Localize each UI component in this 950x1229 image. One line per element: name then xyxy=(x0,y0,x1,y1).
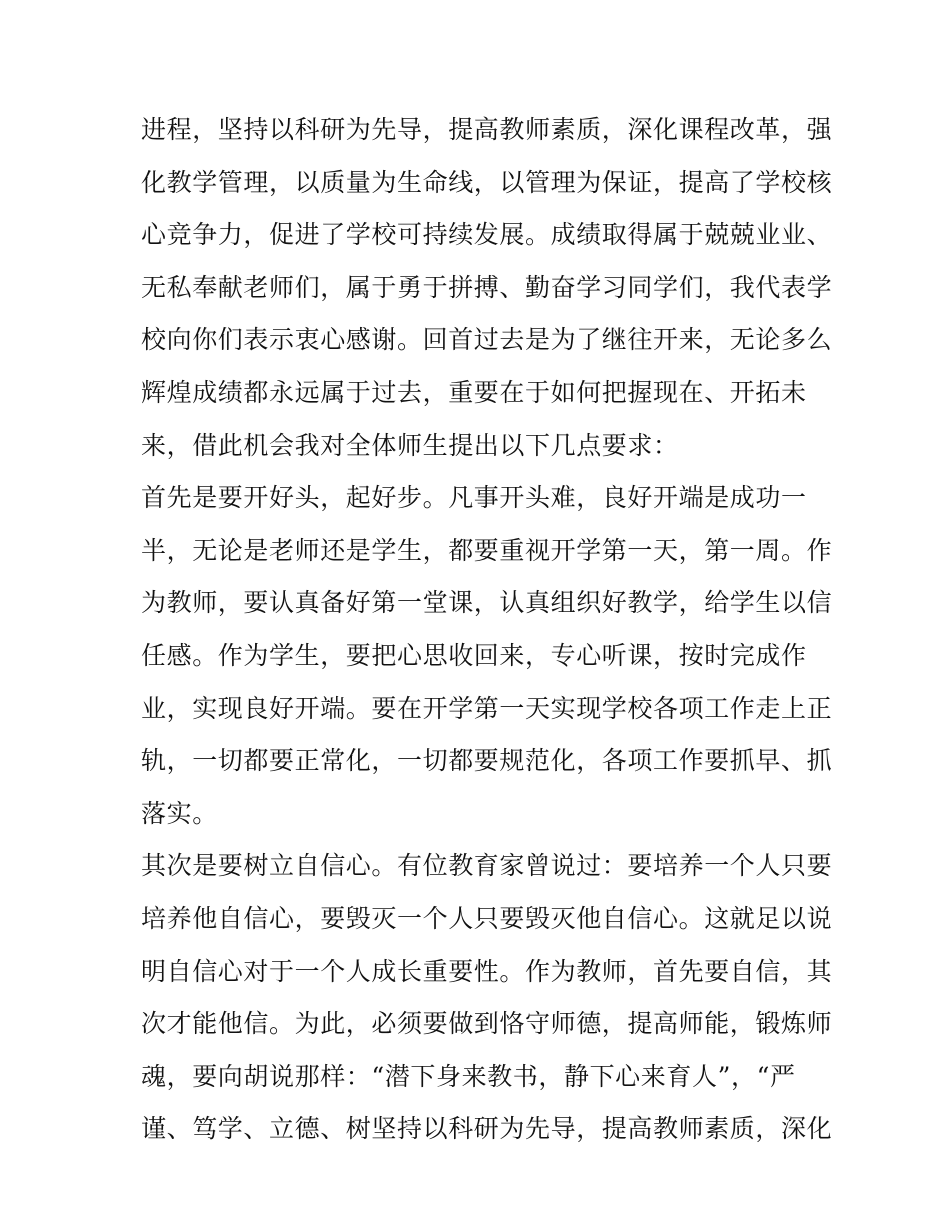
text-line-14: 落实。 xyxy=(141,798,218,828)
text-line-11: 任感。作为学生，要把心思收回来，专心听课，按时完成作 xyxy=(141,640,807,670)
text-line-4: 无私奉献老师们，属于勇于拼搏、勤奋学习同学们，我代表学 xyxy=(141,272,833,302)
text-line-9: 半，无论是老师还是学生，都要重视开学第一天，第一周。作 xyxy=(141,535,833,565)
text-line-19: 魂，要向胡说那样：“潜下身来教书，静下心来育人”，“严 xyxy=(141,1061,796,1091)
text-line-16: 培养他自信心，要毁灭一个人只要毁灭他自信心。这就足以说 xyxy=(141,903,833,933)
text-line-3: 心竞争力，促进了学校可持续发展。成绩取得属于兢兢业业、 xyxy=(141,220,833,250)
text-line-10: 为教师，要认真备好第一堂课，认真组织好教学，给学生以信 xyxy=(141,588,833,618)
body-text xyxy=(141,104,833,1156)
text-line-12: 业，实现良好开端。要在开学第一天实现学校各项工作走上正 xyxy=(141,693,833,723)
text-line-6: 辉煌成绩都永远属于过去，重要在于如何把握现在、开拓未 xyxy=(141,377,807,407)
text-line-2: 化教学管理，以质量为生命线，以管理为保证，提高了学校核 xyxy=(141,167,833,197)
text-line-5: 校向你们表示衷心感谢。回首过去是为了继往开来，无论多么 xyxy=(141,325,833,355)
text-line-17: 明自信心对于一个人成长重要性。作为教师，首先要自信，其 xyxy=(141,956,833,986)
text-line-8: 首先是要开好头，起好步。凡事开头难，良好开端是成功一 xyxy=(141,483,807,513)
text-line-20: 谨、笃学、立德、树坚持以科研为先导，提高教师素质，深化 xyxy=(141,1114,833,1144)
text-line-18: 次才能他信。为此，必须要做到恪守师德，提高师能，锻炼师 xyxy=(141,1009,833,1039)
text-line-15: 其次是要树立自信心。有位教育家曾说过：要培养一个人只要 xyxy=(141,851,833,881)
text-line-13: 轨，一切都要正常化，一切都要规范化，各项工作要抓早、抓 xyxy=(141,746,833,776)
text-line-7: 来，借此机会我对全体师生提出以下几点要求： xyxy=(141,430,679,460)
text-line-1: 进程，坚持以科研为先导，提高教师素质，深化课程改革，强 xyxy=(141,115,833,144)
